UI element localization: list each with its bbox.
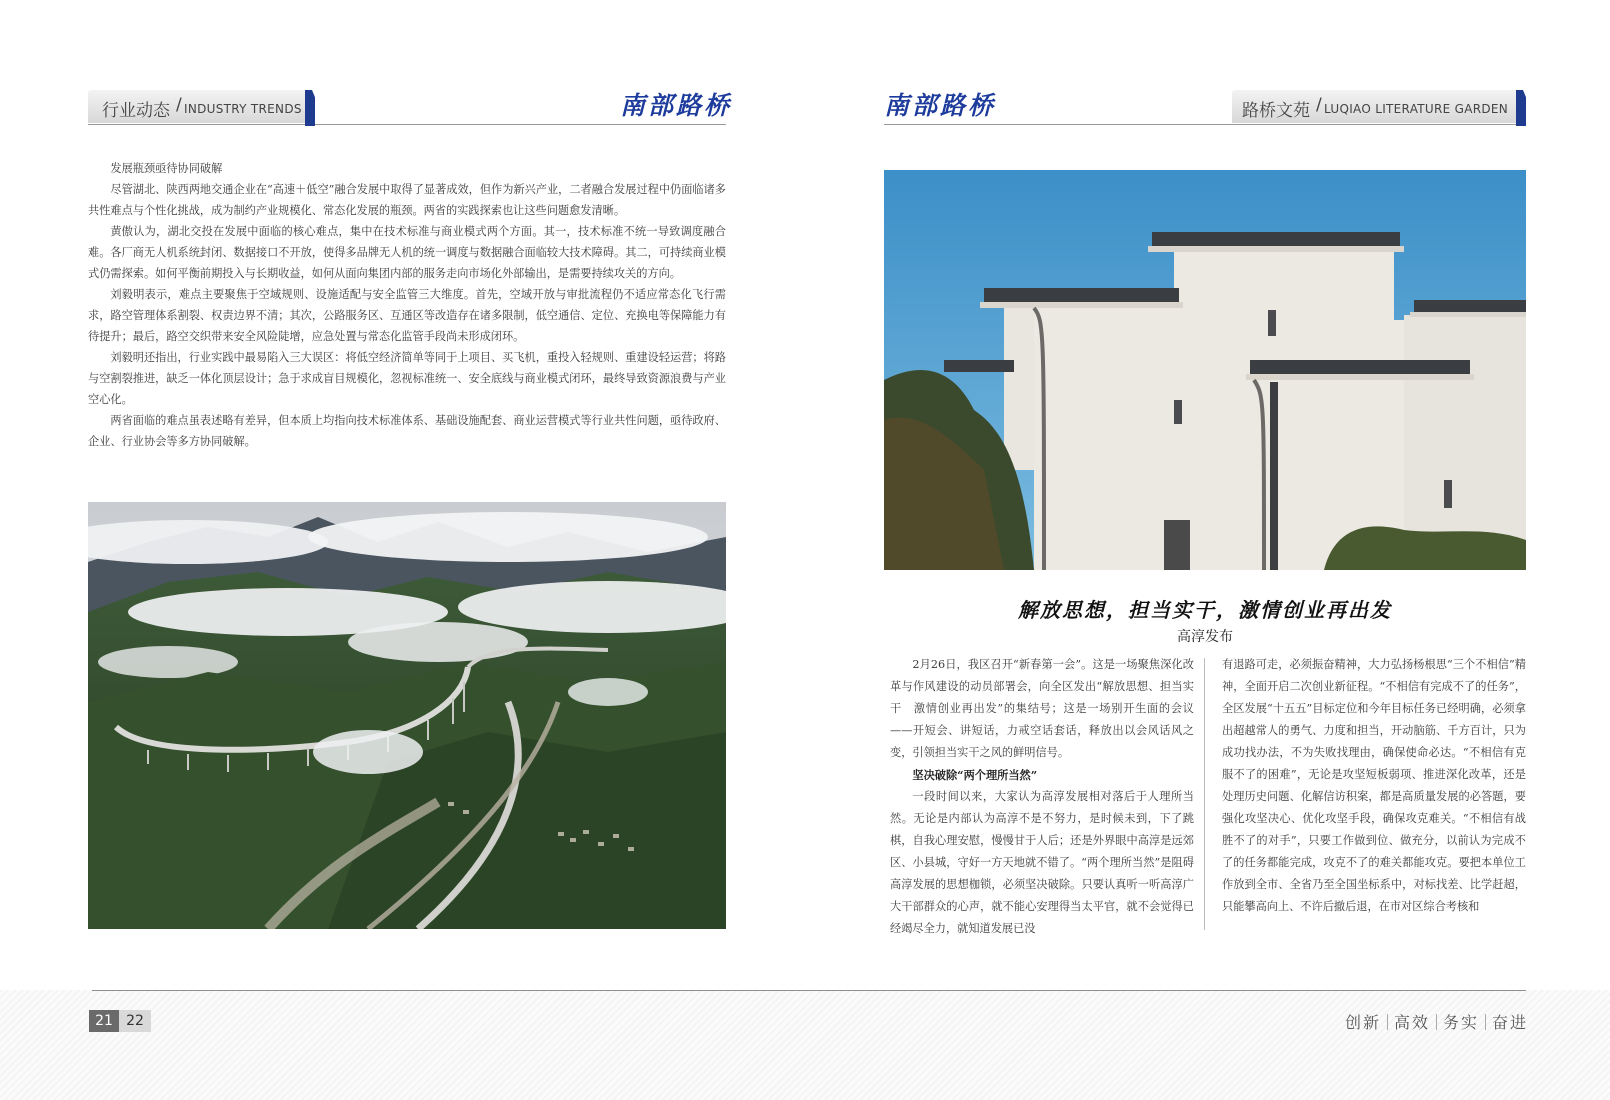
slogan-word: 创新 xyxy=(1344,1013,1381,1032)
right-logo: 南部路桥 xyxy=(884,91,997,120)
page-number-left: 21 xyxy=(89,1010,119,1032)
left-paragraph: 刘毅明还指出，行业实践中最易陷入三大误区：将低空经济简单等同于上项目、买飞机，重投入轻规则、重建设轻运营；将路与空割裂推进，缺乏一体化顶层设计；急于求成盲目规模化，忽视标准统一、安全底线与商业模式闭环，最终导致资源浪费与产业空心化。 xyxy=(88,351,726,406)
right-section-cn: 路桥文苑 xyxy=(1242,101,1310,121)
left-logo: 南部路桥 xyxy=(620,91,733,120)
article-subheading: 坚决破除“两个理所当然” xyxy=(912,768,1038,782)
slogan-word: 奋进 xyxy=(1491,1013,1528,1032)
left-section-en: INDUSTRY TRENDS xyxy=(184,102,302,116)
page-number-right: 22 xyxy=(119,1010,151,1032)
mountain-highway-photo xyxy=(88,502,726,929)
slogan-word: 高效 xyxy=(1393,1013,1430,1032)
mountain-highway-illustration xyxy=(88,502,726,929)
footer-background xyxy=(0,990,1610,1100)
article-paragraph: 2月26日，我区召开“新春第一会”。这是一场聚焦深化改革与作风建设的动员部署会，向全区发出“解放思想、担当实干 激情创业再出发”的集结号；这是一场别开生面的会议——开短会、讲短话，力戒空话套话，释放出以会风话风之变，引领担当实干之风的鲜明信号。 xyxy=(890,658,1194,759)
right-section-en: LUQIAO LITERATURE GARDEN xyxy=(1324,102,1509,116)
article-byline: 高淳发布 xyxy=(1177,629,1233,645)
left-paragraph: 刘毅明表示，难点主要聚焦于空域规则、设施适配与安全监管三大维度。首先，空域开放与审批流程仍不适应常态化飞行需求，路空管理体系割裂、权责边界不清；其次，公路服务区、互通区等改造存在诸多限制，低空通信、定位、充换电等保障能力有待提升；最后，路空交织带来安全风险陡增，应急处置与常态化监管手段尚未形成闭环。 xyxy=(88,288,726,343)
right-section-sep: / xyxy=(1316,95,1322,115)
left-subheading: 发展瓶颈亟待协同破解 xyxy=(110,162,223,175)
left-section-sep: / xyxy=(176,95,182,115)
article-column-1 xyxy=(890,654,1194,940)
huizhou-architecture-photo xyxy=(884,170,1526,570)
article-paragraph: 有退路可走，必须振奋精神，大力弘扬杨根思“三个不相信”精神，全面开启二次创业新征程。“不相信有完成不了的任务”，全区发展“十五五”目标定位和今年目标任务已经明确，必须拿出超越常人的勇气、力度和担当，开动脑筋、千方百计，只为成功找办法，不为失败找理由，确保使命必达。“不相信有克服不了的困难”，无论是攻坚短板弱项、推进深化改革，还是处理历史问题、化解信访积案，都是高质量发展的必答题，要强化攻坚决心、优化攻坚手段，确保攻克难关。“不相信有战胜不了的对手”，只要工作做到位、做充分，以前认为完成不了的任务都能完成，攻克不了的难关都能攻克。要把本单位工作放到全市、全省乃至全国坐标系中，对标找差、比学赶超，只能攀高向上、不许后撤后退，在市对区综合考核和 xyxy=(1222,658,1526,913)
footer-slogan xyxy=(1345,1010,1528,1033)
slogan-divider xyxy=(1436,1014,1437,1030)
slogan-divider xyxy=(1485,1014,1486,1030)
right-section-tab xyxy=(1232,90,1516,123)
tab-notch-icon xyxy=(1516,90,1526,126)
left-article-body xyxy=(88,158,726,452)
footer-rule xyxy=(92,990,1526,991)
article-column-2 xyxy=(1222,654,1526,918)
tab-notch-icon xyxy=(305,90,315,126)
left-section-cn: 行业动态 xyxy=(102,101,170,121)
left-paragraph: 两省面临的难点虽表述略有差异，但本质上均指向技术标准体系、基础设施配套、商业运营模式等行业共性问题，亟待政府、企业、行业协会等多方协同破解。 xyxy=(88,414,726,448)
left-paragraph: 尽管湖北、陕西两地交通企业在“高速＋低空”融合发展中取得了显著成效，但作为新兴产业，二者融合发展过程中仍面临诸多共性难点与个性化挑战，成为制约产业规模化、常态化发展的瓶颈。两省的实践探索也让这些问题愈发清晰。 xyxy=(88,183,726,217)
slogan-divider xyxy=(1387,1014,1388,1030)
left-paragraph: 黄傲认为，湖北交投在发展中面临的核心难点，集中在技术标准与商业模式两个方面。其一，技术标准不统一导致调度融合难。各厂商无人机系统封闭、数据接口不开放，使得多品牌无人机的统一调度与数据融合面临较大技术障碍。其二，可持续商业模式仍需探索。如何平衡前期投入与长期收益，如何从面向集团内部的服务走向市场化外部输出，是需要持续攻关的方向。 xyxy=(88,225,726,280)
huizhou-architecture-illustration xyxy=(884,170,1526,570)
slogan-word: 务实 xyxy=(1442,1013,1479,1032)
article-title: 解放思想，担当实干，激情创业再出发 xyxy=(1018,598,1392,622)
left-section-tab xyxy=(88,90,305,123)
right-header xyxy=(884,90,1526,125)
article-paragraph: 一段时间以来，大家认为高淳发展相对落后于人理所当然。无论是内部认为高淳不是不努力，是时候未到，下了跳棋，自我心理安慰，慢慢甘于人后；还是外界眼中高淳是远郊区、小县城，守好一方天地就不错了。“两个理所当然”是阻碍高淳发展的思想枷锁，必须坚决破除。只要认真听一听高淳广大干部群众的心声，就不能心安理得当太平官，就不会觉得已经竭尽全力，就知道发展已没 xyxy=(890,790,1194,935)
column-divider xyxy=(1204,658,1205,930)
